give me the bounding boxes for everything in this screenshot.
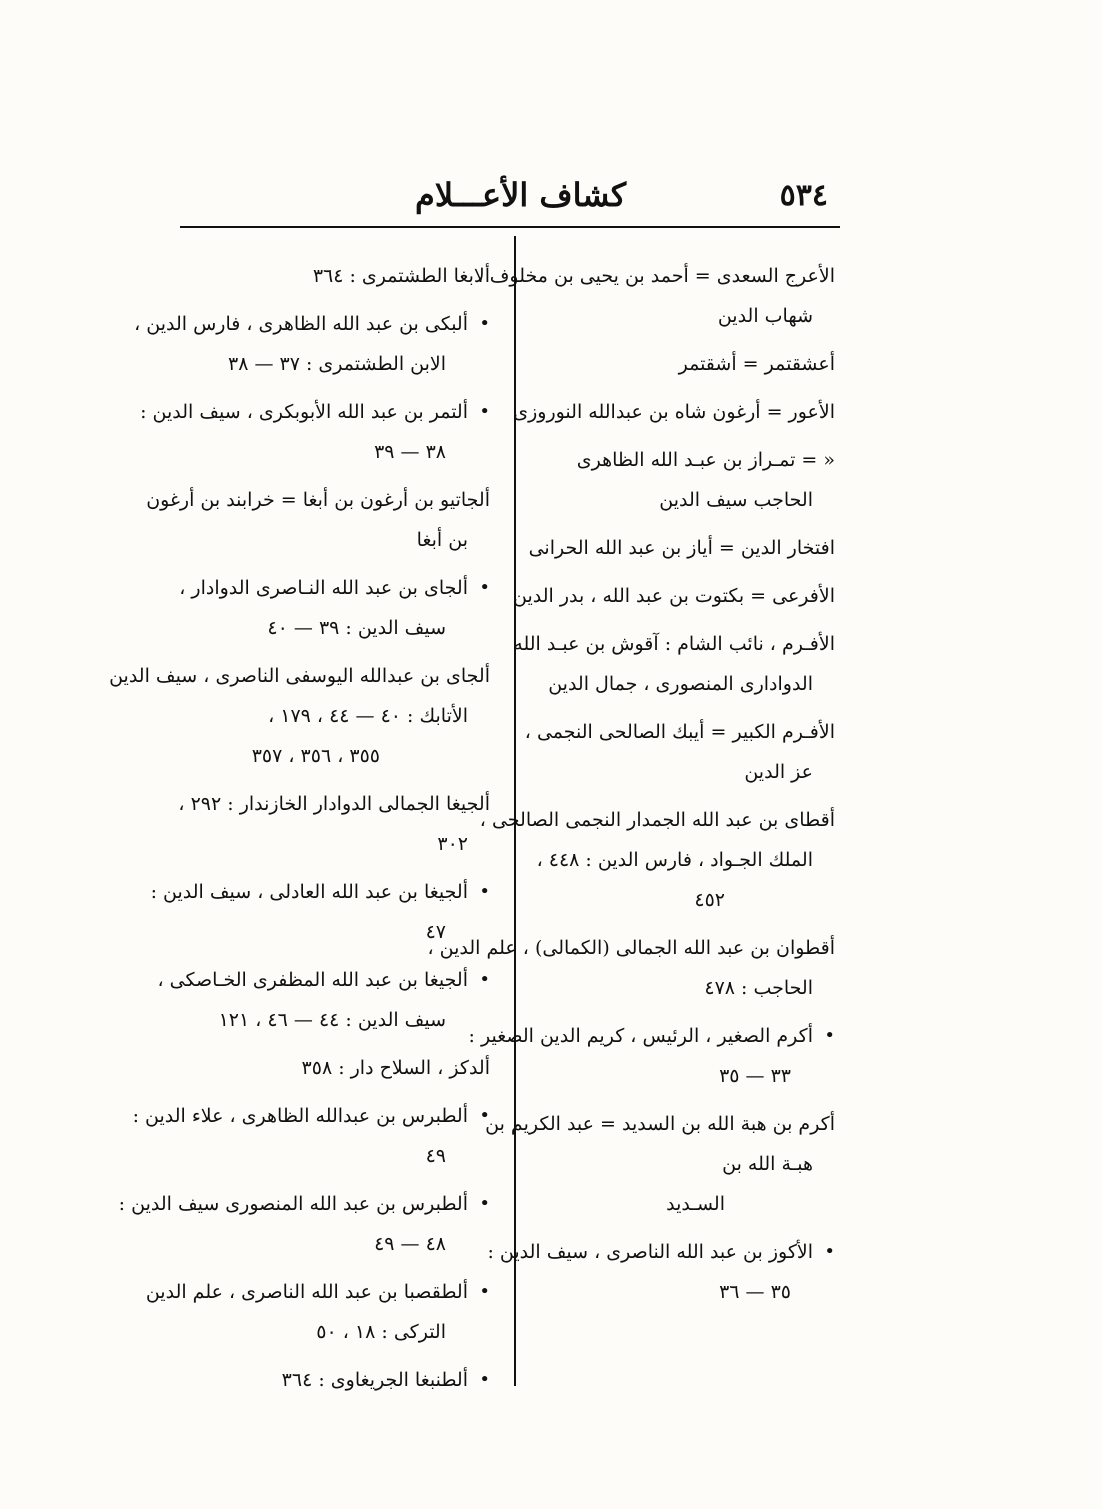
entry-continuation: الحاجب : ٤٧٨ xyxy=(704,977,813,999)
entry-continuation: الدوادارى المنصورى ، جمال الدين xyxy=(548,673,813,695)
index-entry xyxy=(477,256,835,336)
index-entry xyxy=(513,624,835,704)
entry-heading: ألدكز ، السلاح دار : ٣٥٨ xyxy=(301,1057,490,1079)
entry-heading: الأفـرم ، نائب الشام : آقوش بن عبـد الله xyxy=(513,633,835,655)
index-entry xyxy=(109,656,490,776)
entry-heading: • ألطنبغا الجريغاوى : ٣٦٤ xyxy=(281,1369,468,1391)
index-entry xyxy=(118,1184,490,1264)
header-rule xyxy=(180,226,840,228)
entry-continuation: الملك الجـواد ، فارس الدين : ٤٤٨ ، xyxy=(536,849,813,871)
entry-heading: الأعور = أرغون شاه بن عبدالله النوروزى xyxy=(513,401,835,423)
entry-heading: • ألجيغا بن عبد الله العادلى ، سيف الدين : xyxy=(150,881,468,903)
entry-continuation: الأتابك : ٤٠ — ٤٤ ، ١٧٩ ، xyxy=(268,705,468,727)
page-header xyxy=(180,168,840,228)
entry-continuation: سيف الدين : ٤٤ — ٤٦ ، ١٢١ xyxy=(218,1009,446,1031)
index-entry xyxy=(427,928,835,1008)
entry-heading: ألجاتيو بن أرغون بن أبغا = خرابند بن أرغون xyxy=(146,489,490,511)
entry-heading: • ألطبرس بن عبدالله الظاهرى ، علاء الدين : xyxy=(132,1105,468,1127)
index-entry xyxy=(487,1232,835,1312)
index-entry xyxy=(190,1048,490,1088)
index-entry xyxy=(468,1016,835,1096)
entry-heading: • ألجيغا بن عبد الله المظفرى الخـاصكى ، xyxy=(157,969,468,991)
entry-heading: • ألطقصبا بن عبد الله الناصرى ، علم الدين xyxy=(145,1281,468,1303)
index-entry xyxy=(513,392,835,432)
index-entry xyxy=(178,784,490,864)
entry-heading: أقطوان بن عبد الله الجمالى (الكمالى) ، علم الدين ، xyxy=(427,937,835,959)
index-entry xyxy=(146,480,490,560)
entry-heading: أعشقتمر = أشقتمر xyxy=(678,353,835,375)
entry-heading: أقطاى بن عبد الله الجمدار النجمى الصالحى ، xyxy=(479,809,835,831)
entry-heading: الأعرج السعدى = أحمد بن يحيى بن مخلوف ، xyxy=(477,265,835,287)
index-entry xyxy=(190,1360,490,1400)
entry-heading: افتخار الدين = أياز بن عبد الله الحرانى xyxy=(528,537,835,559)
entry-continuation: ٣٨ — ٣٩ xyxy=(374,441,446,463)
entry-continuation: ٤٨ — ٤٩ xyxy=(374,1233,446,1255)
index-entry xyxy=(190,256,490,296)
index-entry xyxy=(535,440,835,520)
entry-heading: ألجيغا الجمالى الدوادار الخازندار : ٢٩٢ ، xyxy=(178,793,490,815)
entry-heading: الأفرعى = بكتوت بن عبد الله ، بدر الدين xyxy=(512,585,835,607)
entry-heading: « = تمـراز بن عبـد الله الظاهرى xyxy=(576,449,835,471)
index-entry xyxy=(140,392,490,472)
entry-continuation: هبـة الله بن xyxy=(722,1153,813,1175)
entry-continuation: شهاب الدين xyxy=(717,305,813,327)
entry-heading: • الأكوز بن عبد الله الناصرى ، سيف الدين : xyxy=(487,1241,813,1263)
index-entry xyxy=(524,712,835,792)
index-entry xyxy=(179,568,490,648)
index-entry xyxy=(145,1272,490,1352)
entry-heading: أكرم بن هبة الله بن السديد = عبد الكريم بن xyxy=(485,1113,835,1135)
left-column xyxy=(109,256,490,1408)
index-entry xyxy=(485,1104,835,1224)
entry-heading: ألجاى بن عبدالله اليوسفى الناصرى ، سيف الدين xyxy=(109,665,490,687)
entry-continuation: بن أبغا xyxy=(416,529,468,551)
index-entry xyxy=(134,304,490,384)
entry-continuation: الابن الطشتمرى : ٣٧ — ٣٨ xyxy=(228,353,446,375)
page-number: ٥٣٤ xyxy=(779,178,828,213)
entry-continuation: عز الدين xyxy=(744,761,813,783)
entry-continuation: ٣٥٥ ، ٣٥٦ ، ٣٥٧ xyxy=(251,745,380,767)
entry-continuation: ٣٥ — ٣٦ xyxy=(719,1281,791,1303)
entry-heading: • ألجاى بن عبد الله النـاصرى الدوادار ، xyxy=(179,577,468,599)
index-entry xyxy=(132,1096,490,1176)
entry-heading: • ألبكى بن عبد الله الظاهرى ، فارس الدين ، xyxy=(134,313,468,335)
entry-heading: • ألطبرس بن عبد الله المنصورى سيف الدين : xyxy=(118,1193,468,1215)
entry-continuation: سيف الدين : ٣٩ — ٤٠ xyxy=(267,617,446,639)
index-entry xyxy=(528,528,835,568)
index-entry xyxy=(535,344,835,384)
entry-continuation: الحاجب سيف الدين xyxy=(659,489,813,511)
entry-continuation: ٣٠٢ xyxy=(437,833,468,855)
entry-heading: الأفـرم الكبير = أيبك الصالحى النجمى ، xyxy=(524,721,835,743)
index-entry xyxy=(157,960,490,1040)
index-entry xyxy=(479,800,835,920)
entry-continuation: ٣٣ — ٣٥ xyxy=(719,1065,791,1087)
entry-continuation: ٤٥٢ xyxy=(694,889,725,911)
entry-heading: • ألتمر بن عبد الله الأبوبكرى ، سيف الدين : xyxy=(140,401,468,423)
entry-continuation: ٤٧ xyxy=(425,921,446,943)
entry-heading: ألابغا الطشتمرى : ٣٦٤ xyxy=(312,265,490,287)
entry-heading: • أكرم الصغير ، الرئيس ، كريم الدين الصغير : xyxy=(468,1025,813,1047)
entry-continuation: التركى : ١٨ ، ٥٠ xyxy=(316,1321,446,1343)
index-entry xyxy=(512,576,835,616)
entry-continuation: ٤٩ xyxy=(425,1145,446,1167)
index-entry xyxy=(150,872,490,952)
entry-continuation: السـديد xyxy=(666,1193,725,1215)
page-title: كشاف الأعـــلام xyxy=(415,176,627,214)
